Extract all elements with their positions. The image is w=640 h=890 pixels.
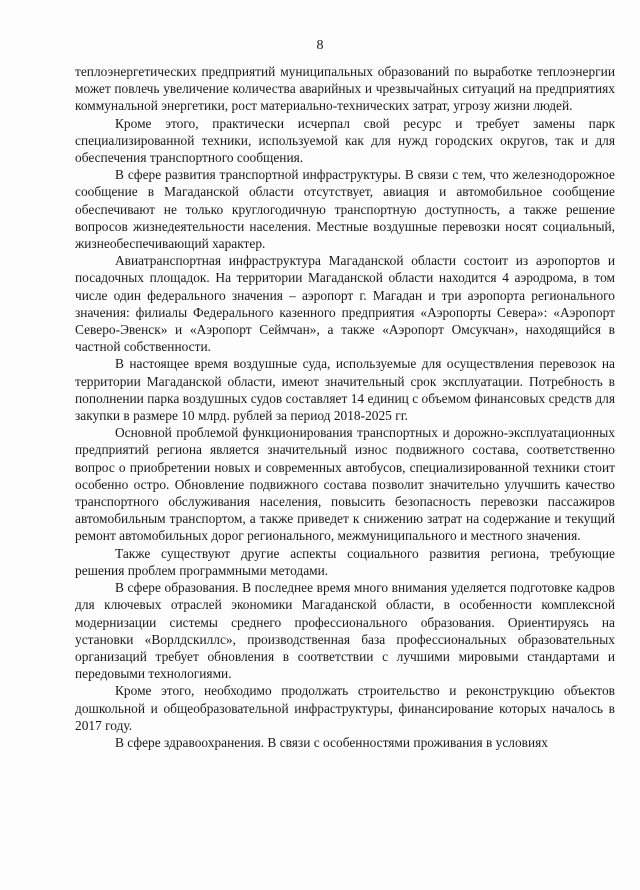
- paragraph-education: В сфере образования. В последнее время много внимания уделяется подготовке кадров для ключевых отраслей экономики Магаданской области, в особенности комплексной модернизации системы среднего профессионального образования. Ориентируясь на установки «Ворлдскиллс», производственная база профессиональных образовательных организаций требует обновления в соответствии с лучшими мировыми стандартами и передовыми технологиями.: [75, 580, 615, 682]
- paragraph-school-construction: Кроме этого, необходимо продолжать строительство и реконструкцию объектов дошкольной и общеобразовательной инфраструктуры, финансирование которых началось в 2017 году.: [75, 683, 615, 733]
- paragraph-transport-infrastructure: В сфере развития транспортной инфраструктуры. В связи с тем, что железнодорожное сообщение в Магаданской области отсутствует, авиация и автомобильное сообщение обеспечивают не только круглогодичную транспортную доступность, а также решение вопросов жизнедеятельности населения. Местные воздушные перевозки носят социальный, жизнеобеспечивающий характер.: [75, 167, 615, 252]
- page-number: 8: [316, 38, 324, 53]
- paragraph-special-equipment: Кроме этого, практически исчерпал свой ресурс и требует замены парк специализированной техники, используемой как для нужд городских округов, так и для обеспечения транспортного сообщения.: [75, 115, 615, 166]
- paragraph-rolling-stock: Основной проблемой функционирования транспортных и дорожно-эксплуатационных предприятий региона является значительный износ подвижного состава, соответственно вопрос о приобретении новых и современных автобусов, специализированной техники стоит особенно остро. Обновление подвижного состава позволит значительно улучшить качество транспортного обслуживания населения, повысить безопасность перевозки пассажиров автомобильным транспортом, а также приведет к снижению затрат на содержание и текущий ремонт автомобильных дорог регионального, межмуниципального и местного значения.: [75, 425, 615, 544]
- paragraph-heat-energy-continuation: теплоэнергетических предприятий муниципальных образований по выработке теплоэнергии может повлечь увеличение количества аварийных и чрезвычайных ситуаций на предприятиях коммунальной энергетики, рост материально-технических затрат, угрозу жизни людей.: [75, 64, 615, 114]
- paragraph-air-infrastructure: Авиатранспортная инфраструктура Магаданской области состоит из аэропортов и посадочных площадок. На территории Магаданской области находится 4 аэродрома, в том числе один федерального значения – аэропорт г. Магадан и три аэропорта регионального значения: филиалы Федерального казенного предприятия «Аэропорты Севера»: «Аэропорт Северо-Эвенск» и «Аэропорт Сеймчан», а также «Аэропорт Омсукчан», находящийся в частной собственности.: [75, 253, 615, 355]
- paragraph-aircraft-fleet: В настоящее время воздушные суда, используемые для осуществления перевозок на территории Магаданской области, имеют значительный срок эксплуатации. Потребность в пополнении парка воздушных судов составляет 14 единиц с объемом финансовых средств для закупки в размере 10 млрд. рублей за период 2018-2025 гг.: [75, 356, 615, 424]
- paragraph-healthcare: В сфере здравоохранения. В связи с особенностями проживания в условиях: [115, 734, 549, 750]
- document-body: [75, 63, 615, 751]
- paragraph-social-aspects: Также существуют другие аспекты социального развития региона, требующие решения проблем программными методами.: [75, 545, 615, 578]
